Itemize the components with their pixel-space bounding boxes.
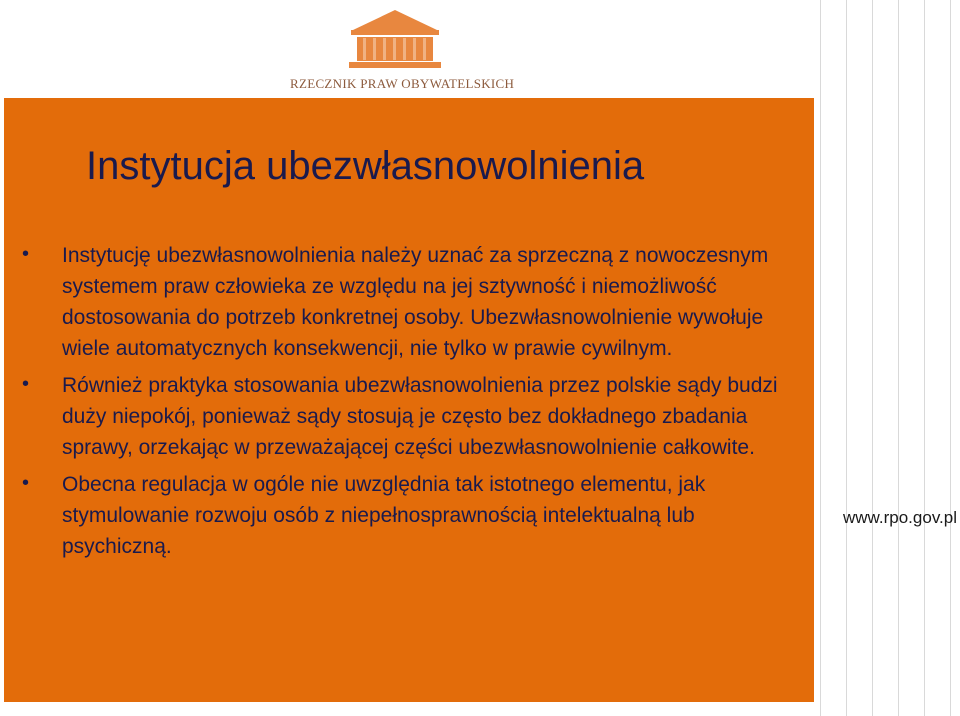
rpo-logo	[290, 8, 515, 98]
bullet-text: Również praktyka stosowania ubezwłasnowolnienia przez polskie sądy budzi duży niepokój, ponieważ sądy stosują je często bez dokładnego zbadania sprawy, orzekając w przeważającej części ubezwłasnowolnienie całkowite.	[62, 374, 778, 459]
bullet-icon: •	[22, 472, 30, 494]
bullet-icon: •	[22, 243, 30, 265]
building-icon	[345, 8, 445, 70]
bullet-list	[22, 240, 792, 568]
slide-title: Instytucja ubezwłasnowolnienia	[86, 144, 645, 188]
decorative-vertical-lines	[820, 0, 960, 716]
bullet-item	[22, 240, 792, 364]
bullet-item	[22, 469, 792, 562]
logo-text: RZECZNIK PRAW OBYWATELSKICH	[290, 76, 515, 91]
bullet-icon: •	[22, 373, 30, 395]
bullet-item	[22, 370, 792, 463]
bullet-text: Obecna regulacja w ogóle nie uwzględnia tak istotnego elementu, jak stymulowanie rozwoju osób z niepełnosprawnością intelektualną lub psychiczną.	[62, 473, 706, 558]
footer-url: www.rpo.gov.pl	[843, 508, 958, 527]
bullet-text: Instytucję ubezwłasnowolnienia należy uznać za sprzeczną z nowoczesnym systemem praw człowieka ze względu na jej sztywność i niemożliwość dostosowania do potrzeb konkretnej osoby. Ubezwłasnowolnienie wywołuje wiele automatycznych konsekwencji, nie tylko w prawie cywilnym.	[62, 244, 769, 360]
